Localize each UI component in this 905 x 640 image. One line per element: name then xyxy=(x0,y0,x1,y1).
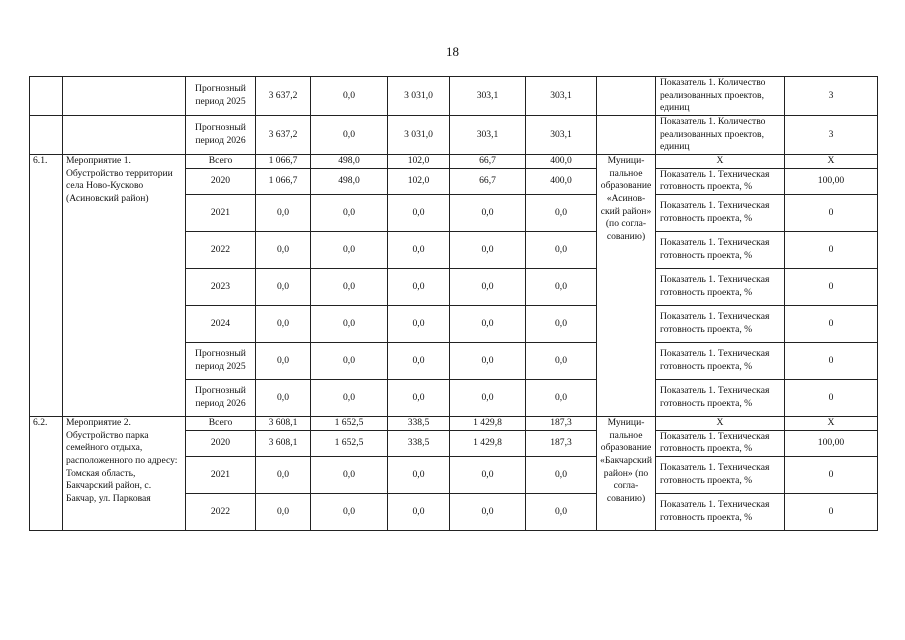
value-cell: 3 608,1 xyxy=(256,416,311,430)
value-cell: 3 031,0 xyxy=(388,77,450,116)
num-cell xyxy=(30,77,63,116)
year-cell: Прогнозный период 2026 xyxy=(186,115,256,154)
value-cell: 303,1 xyxy=(450,115,526,154)
indicator-cell: Показатель 1. Техническая готовность проекта, % xyxy=(656,342,785,379)
value-cell: 0,0 xyxy=(256,493,311,530)
value-cell: 0,0 xyxy=(311,342,388,379)
year-cell: 2021 xyxy=(186,456,256,493)
value-cell: 0,0 xyxy=(388,379,450,416)
year-cell: Прогнозный период 2026 xyxy=(186,379,256,416)
item-name: Мероприятие 2. Обустройство парка семейного отдыха, расположенного по адресу: Томская область, Бакчарский район, с. Бакчар, ул. Парковая xyxy=(63,416,186,530)
indicator-value-cell: Х xyxy=(785,416,878,430)
executor-cell xyxy=(597,77,656,116)
indicator-value-cell: 0 xyxy=(785,305,878,342)
value-cell: 0,0 xyxy=(450,268,526,305)
name-cell xyxy=(63,115,186,154)
value-cell: 0,0 xyxy=(388,456,450,493)
value-cell: 0,0 xyxy=(526,342,597,379)
value-cell: 1 652,5 xyxy=(311,416,388,430)
value-cell: 0,0 xyxy=(526,194,597,231)
value-cell: 1 066,7 xyxy=(256,154,311,168)
executor-cell: Муници-пальное образование «Асинов-ский район» (по согла-сованию) xyxy=(597,154,656,416)
program-table xyxy=(29,76,878,531)
value-cell: 3 637,2 xyxy=(256,77,311,116)
value-cell: 66,7 xyxy=(450,168,526,194)
item-number: 6.1. xyxy=(30,154,63,416)
value-cell: 303,1 xyxy=(526,115,597,154)
value-cell: 0,0 xyxy=(256,231,311,268)
value-cell: 0,0 xyxy=(388,493,450,530)
value-cell: 3 031,0 xyxy=(388,115,450,154)
value-cell: 1 066,7 xyxy=(256,168,311,194)
indicator-cell: Показатель 1. Техническая готовность проекта, % xyxy=(656,231,785,268)
indicator-value-cell: 100,00 xyxy=(785,168,878,194)
value-cell: 0,0 xyxy=(450,231,526,268)
value-cell: 498,0 xyxy=(311,154,388,168)
table-row xyxy=(30,416,878,430)
value-cell: 0,0 xyxy=(450,379,526,416)
value-cell: 66,7 xyxy=(450,154,526,168)
value-cell: 400,0 xyxy=(526,168,597,194)
indicator-value-cell: 0 xyxy=(785,194,878,231)
value-cell: 3 637,2 xyxy=(256,115,311,154)
indicator-cell: Показатель 1. Техническая готовность проекта, % xyxy=(656,268,785,305)
value-cell: 303,1 xyxy=(526,77,597,116)
value-cell: 0,0 xyxy=(311,115,388,154)
indicator-cell: Показатель 1. Техническая готовность проекта, % xyxy=(656,493,785,530)
value-cell: 0,0 xyxy=(311,268,388,305)
year-cell: Всего xyxy=(186,154,256,168)
year-cell: Прогнозный период 2025 xyxy=(186,77,256,116)
value-cell: 0,0 xyxy=(526,456,597,493)
value-cell: 303,1 xyxy=(450,77,526,116)
value-cell: 0,0 xyxy=(256,342,311,379)
value-cell: 0,0 xyxy=(450,342,526,379)
value-cell: 400,0 xyxy=(526,154,597,168)
year-cell: 2022 xyxy=(186,231,256,268)
indicator-cell: Показатель 1. Техническая готовность проекта, % xyxy=(656,430,785,456)
value-cell: 0,0 xyxy=(311,379,388,416)
table-row xyxy=(30,115,878,154)
value-cell: 187,3 xyxy=(526,430,597,456)
value-cell: 0,0 xyxy=(256,379,311,416)
value-cell: 338,5 xyxy=(388,416,450,430)
indicator-value-cell: 0 xyxy=(785,231,878,268)
indicator-value-cell: 100,00 xyxy=(785,430,878,456)
value-cell: 1 652,5 xyxy=(311,430,388,456)
table-row xyxy=(30,154,878,168)
value-cell: 498,0 xyxy=(311,168,388,194)
value-cell: 0,0 xyxy=(311,194,388,231)
value-cell: 102,0 xyxy=(388,154,450,168)
value-cell: 0,0 xyxy=(450,493,526,530)
indicator-value-cell: 0 xyxy=(785,268,878,305)
value-cell: 0,0 xyxy=(526,268,597,305)
year-cell: 2021 xyxy=(186,194,256,231)
value-cell: 0,0 xyxy=(388,305,450,342)
indicator-cell: Показатель 1. Количество реализованных проектов, единиц xyxy=(656,77,785,116)
indicator-cell: Х xyxy=(656,154,785,168)
value-cell: 0,0 xyxy=(450,305,526,342)
table-row xyxy=(30,77,878,116)
indicator-cell: Х xyxy=(656,416,785,430)
executor-cell: Муници-пальное образование «Бакчарский район» (по согла-сованию) xyxy=(597,416,656,530)
indicator-value-cell: 0 xyxy=(785,456,878,493)
value-cell: 0,0 xyxy=(526,493,597,530)
indicator-value-cell: 3 xyxy=(785,77,878,116)
num-cell xyxy=(30,115,63,154)
year-cell: 2024 xyxy=(186,305,256,342)
value-cell: 0,0 xyxy=(526,379,597,416)
value-cell: 1 429,8 xyxy=(450,416,526,430)
value-cell: 0,0 xyxy=(256,305,311,342)
indicator-cell: Показатель 1. Техническая готовность проекта, % xyxy=(656,305,785,342)
value-cell: 0,0 xyxy=(388,194,450,231)
indicator-value-cell: 3 xyxy=(785,115,878,154)
year-cell: 2020 xyxy=(186,430,256,456)
value-cell: 0,0 xyxy=(388,268,450,305)
item-number: 6.2. xyxy=(30,416,63,530)
indicator-value-cell: 0 xyxy=(785,493,878,530)
value-cell: 338,5 xyxy=(388,430,450,456)
value-cell: 0,0 xyxy=(311,305,388,342)
indicator-cell: Показатель 1. Техническая готовность проекта, % xyxy=(656,379,785,416)
year-cell: 2020 xyxy=(186,168,256,194)
item-name: Мероприятие 1. Обустройство территории села Ново-Кусково (Асиновский район) xyxy=(63,154,186,416)
indicator-cell: Показатель 1. Количество реализованных проектов, единиц xyxy=(656,115,785,154)
indicator-cell: Показатель 1. Техническая готовность проекта, % xyxy=(656,194,785,231)
indicator-value-cell: 0 xyxy=(785,379,878,416)
value-cell: 0,0 xyxy=(311,493,388,530)
value-cell: 0,0 xyxy=(311,231,388,268)
value-cell: 0,0 xyxy=(256,194,311,231)
indicator-cell: Показатель 1. Техническая готовность проекта, % xyxy=(656,168,785,194)
indicator-cell: Показатель 1. Техническая готовность проекта, % xyxy=(656,456,785,493)
value-cell: 0,0 xyxy=(450,194,526,231)
year-cell: 2023 xyxy=(186,268,256,305)
value-cell: 0,0 xyxy=(388,342,450,379)
indicator-value-cell: Х xyxy=(785,154,878,168)
executor-cell xyxy=(597,115,656,154)
value-cell: 187,3 xyxy=(526,416,597,430)
value-cell: 0,0 xyxy=(256,456,311,493)
value-cell: 0,0 xyxy=(311,77,388,116)
year-cell: Всего xyxy=(186,416,256,430)
name-cell xyxy=(63,77,186,116)
value-cell: 102,0 xyxy=(388,168,450,194)
value-cell: 0,0 xyxy=(311,456,388,493)
year-cell: 2022 xyxy=(186,493,256,530)
value-cell: 3 608,1 xyxy=(256,430,311,456)
value-cell: 1 429,8 xyxy=(450,430,526,456)
value-cell: 0,0 xyxy=(526,231,597,268)
value-cell: 0,0 xyxy=(256,268,311,305)
indicator-value-cell: 0 xyxy=(785,342,878,379)
value-cell: 0,0 xyxy=(388,231,450,268)
value-cell: 0,0 xyxy=(526,305,597,342)
page-number: 18 xyxy=(446,44,459,59)
year-cell: Прогнозный период 2025 xyxy=(186,342,256,379)
value-cell: 0,0 xyxy=(450,456,526,493)
